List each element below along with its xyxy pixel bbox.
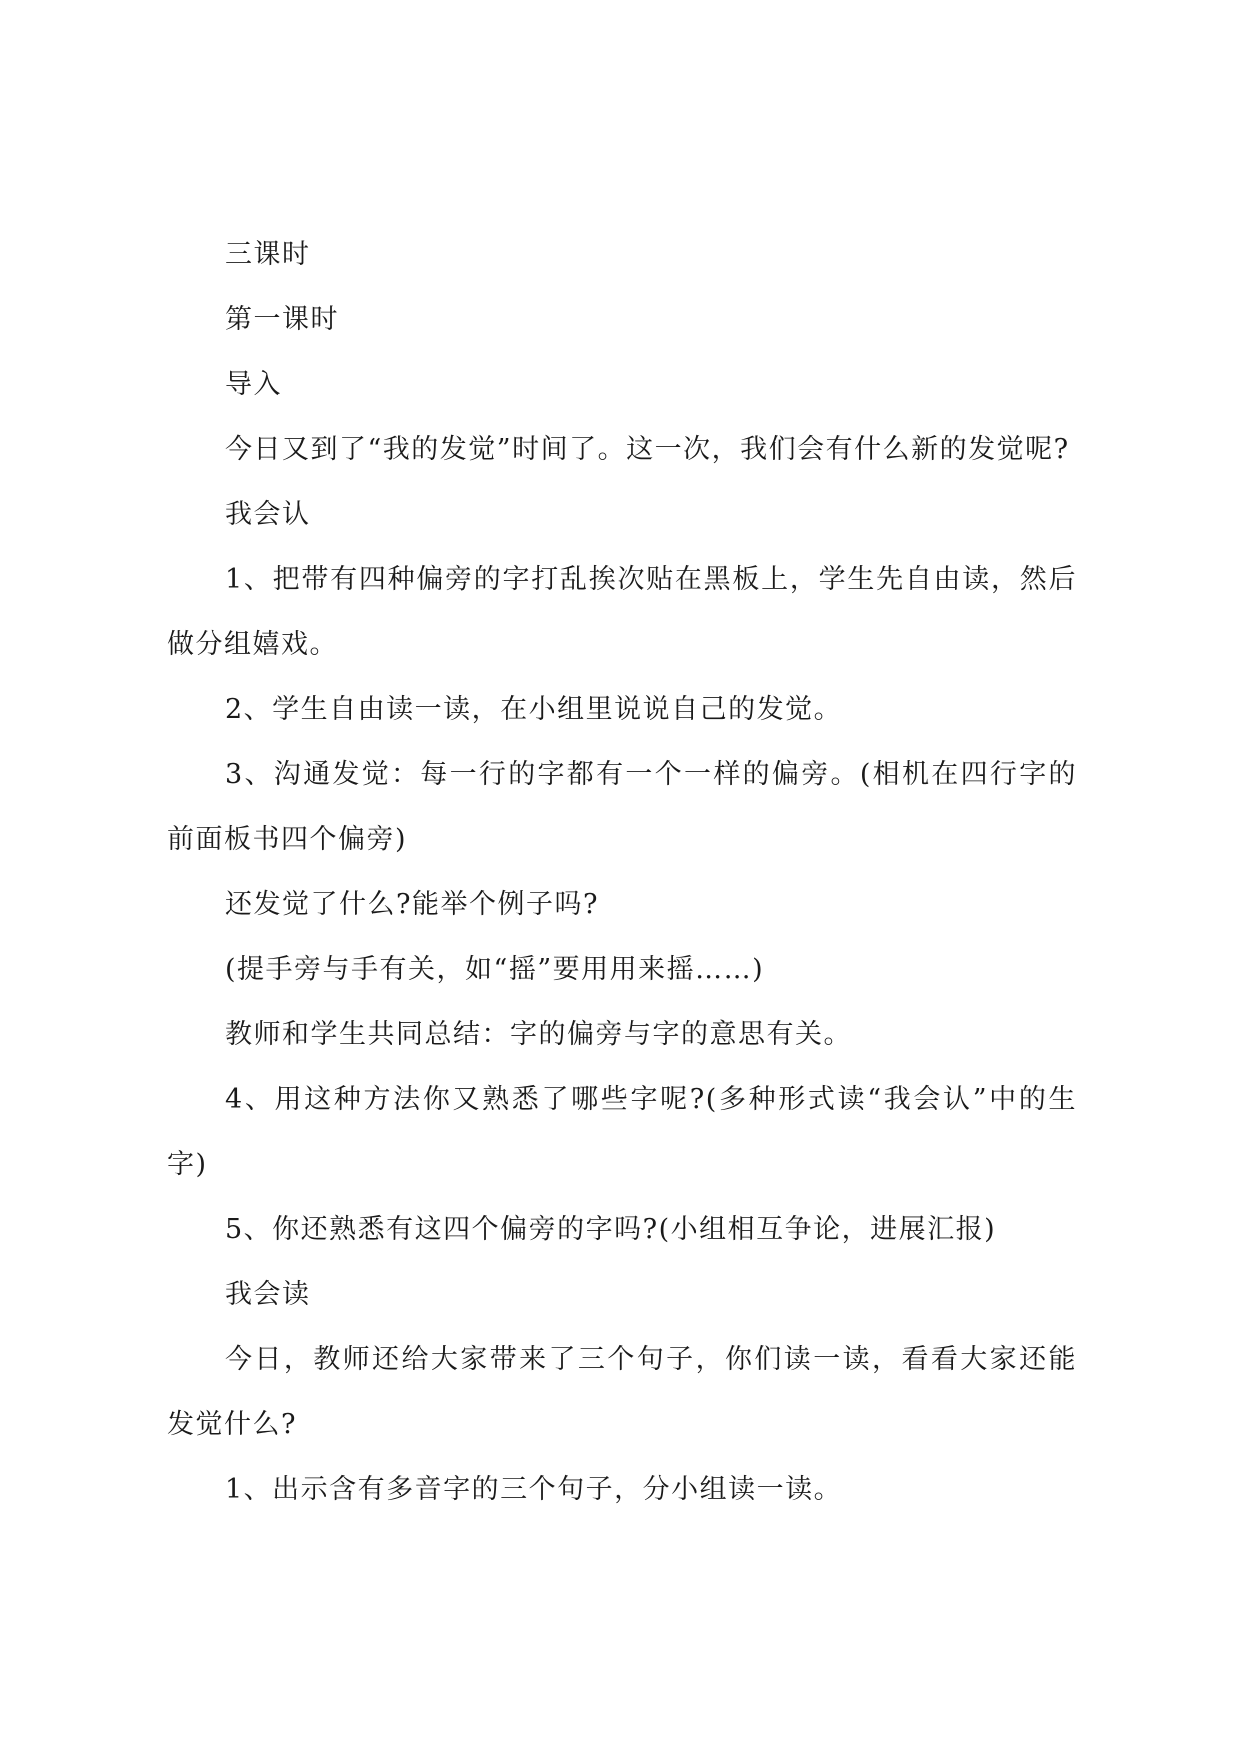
paragraph: 今日又到了“我的发觉”时间了。这一次，我们会有什么新的发觉呢? xyxy=(225,434,1070,465)
section-heading-intro: 导入 xyxy=(225,369,282,400)
paragraph: 4、用这种方法你又熟悉了哪些字呢?(多种形式读“我会认”中的生字) xyxy=(167,1084,1077,1180)
paragraph: 1、出示含有多音字的三个句子，分小组读一读。 xyxy=(225,1474,843,1505)
paragraph: 2、学生自由读一读，在小组里说说自己的发觉。 xyxy=(225,694,843,725)
paragraph: (提手旁与手有关，如“摇”要用用来摇……) xyxy=(225,954,765,985)
section-heading-read: 我会读 xyxy=(225,1279,311,1310)
paragraph: 教师和学生共同总结：字的偏旁与字的意思有关。 xyxy=(225,1019,852,1050)
paragraph: 1、把带有四种偏旁的字打乱挨次贴在黑板上，学生先自由读，然后做分组嬉戏。 xyxy=(167,564,1077,660)
paragraph: 5、你还熟悉有这四个偏旁的字吗?(小组相互争论，进展汇报) xyxy=(225,1214,997,1245)
paragraph: 今日，教师还给大家带来了三个句子，你们读一读，看看大家还能发觉什么? xyxy=(167,1344,1077,1440)
document-body xyxy=(167,222,1077,1522)
first-lesson-heading: 第一课时 xyxy=(225,304,339,335)
paragraph: 3、沟通发觉：每一行的字都有一个一样的偏旁。(相机在四行字的前面板书四个偏旁) xyxy=(167,759,1077,855)
lesson-count-heading: 三课时 xyxy=(225,239,311,270)
section-heading-recognize: 我会认 xyxy=(225,499,311,530)
paragraph: 还发觉了什么?能举个例子吗? xyxy=(225,889,599,920)
